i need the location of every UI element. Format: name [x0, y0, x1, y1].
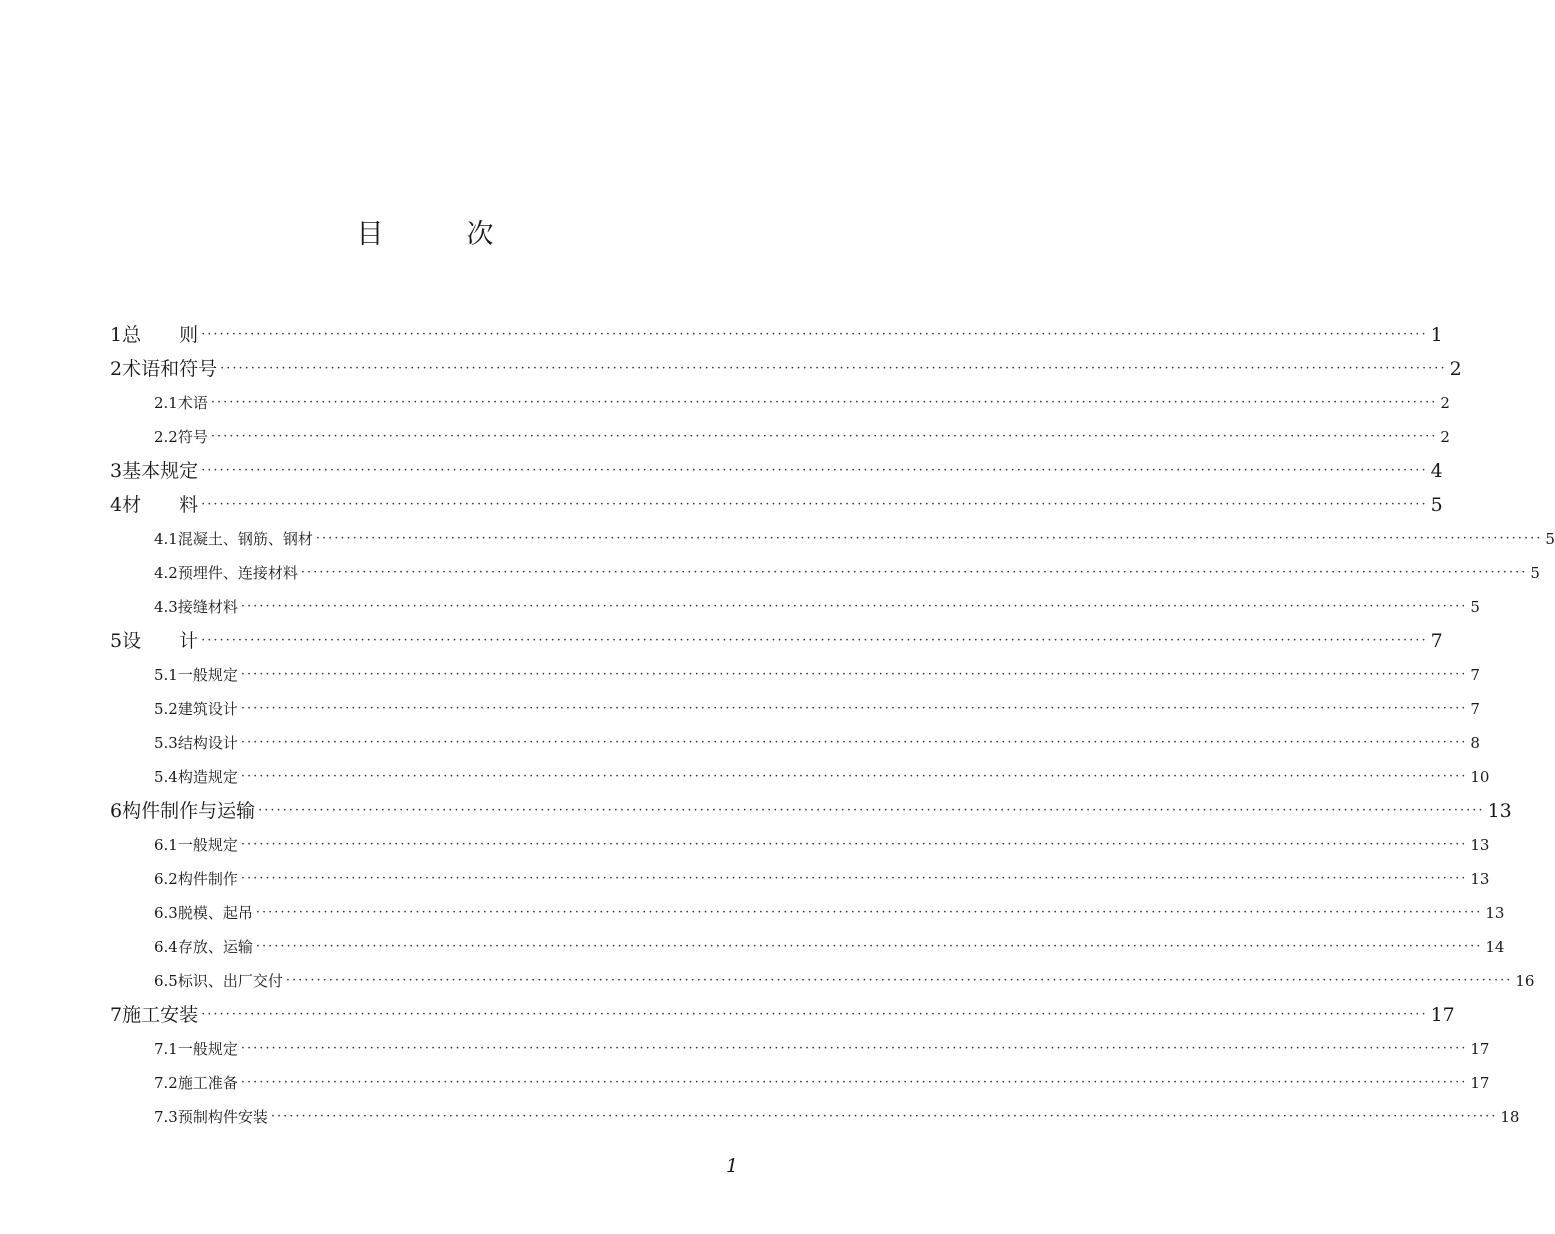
toc-entry[interactable] [110, 1100, 1520, 1134]
dot-leader: ········································································································································································································ [255, 939, 1483, 954]
toc-entry-page: 17 [1430, 1004, 1455, 1026]
dot-leader: ········································································································································································································ [210, 395, 1438, 410]
toc-entry-label: 脱模、起吊 [177, 904, 253, 922]
toc-entry-label: 混凝土、钢筋、钢材 [177, 530, 313, 548]
toc-entry-page: 5 [1545, 530, 1555, 548]
toc-entry-number: 4.3 [154, 598, 178, 616]
toc-entry-number: 6.4 [154, 938, 178, 956]
toc-entry-number: 6 [110, 800, 123, 822]
toc-entry[interactable] [110, 352, 1462, 386]
toc-entry-number: 4 [110, 494, 123, 516]
toc-entry-page: 7 [1430, 630, 1443, 652]
toc-entry-label: 构造规定 [177, 768, 238, 786]
dot-leader: ········································································································································································································ [240, 667, 1468, 682]
dot-leader: ········································································································································································································ [285, 973, 1513, 988]
table-of-contents [110, 318, 1555, 1134]
toc-entry-label: 设 计 [122, 630, 199, 652]
toc-entry[interactable] [110, 828, 1490, 862]
toc-entry-page: 17 [1470, 1040, 1490, 1058]
toc-entry-number: 4.2 [154, 564, 178, 582]
dot-leader: ········································································································································································································ [258, 803, 1485, 818]
toc-entry[interactable] [110, 1066, 1490, 1100]
toc-entry-page: 2 [1440, 428, 1450, 446]
toc-entry[interactable] [110, 896, 1505, 930]
toc-entry-label: 施工安装 [122, 1004, 199, 1026]
dot-leader: ········································································································································································································ [255, 905, 1483, 920]
dot-leader: ········································································································································································································ [220, 361, 1447, 376]
toc-entry-number: 2.2 [154, 428, 178, 446]
toc-entry-page: 2 [1440, 394, 1450, 412]
toc-entry-label: 一般规定 [177, 666, 238, 684]
toc-entry-page: 14 [1485, 938, 1505, 956]
dot-leader: ········································································································································································································ [240, 769, 1468, 784]
toc-entry-label: 基本规定 [122, 460, 199, 482]
toc-entry[interactable] [110, 624, 1443, 658]
toc-entry-page: 5 [1470, 598, 1480, 616]
toc-entry[interactable] [110, 590, 1480, 624]
toc-entry-page: 10 [1470, 768, 1490, 786]
toc-entry-number: 6.5 [154, 972, 178, 990]
toc-entry[interactable] [110, 692, 1480, 726]
toc-entry-label: 接缝材料 [177, 598, 238, 616]
toc-entry-label: 一般规定 [177, 836, 238, 854]
dot-leader: ········································································································································································································ [240, 1075, 1468, 1090]
toc-entry-number: 1 [110, 324, 123, 346]
toc-entry-page: 13 [1485, 904, 1505, 922]
dot-leader: ········································································································································································································ [201, 1007, 1428, 1022]
toc-entry-number: 7 [110, 1004, 123, 1026]
toc-entry-number: 5 [110, 630, 123, 652]
toc-entry-label: 构件制作与运输 [122, 800, 256, 822]
dot-leader: ········································································································································································································ [270, 1109, 1498, 1124]
dot-leader: ········································································································································································································ [240, 837, 1468, 852]
page-title: 目 次 [356, 219, 522, 250]
toc-entry-number: 6.2 [154, 870, 178, 888]
toc-entry[interactable] [110, 488, 1443, 522]
dot-leader: ········································································································································································································ [201, 633, 1428, 648]
toc-entry-label: 预埋件、连接材料 [177, 564, 298, 582]
dot-leader: ········································································································································································································ [240, 871, 1468, 886]
toc-entry[interactable] [110, 964, 1535, 998]
toc-entry-number: 6.1 [154, 836, 178, 854]
dot-leader: ········································································································································································································ [300, 565, 1528, 580]
toc-entry-label: 术语和符号 [122, 358, 218, 380]
dot-leader: ········································································································································································································ [210, 429, 1438, 444]
toc-entry-label: 结构设计 [177, 734, 238, 752]
toc-entry-label: 标识、出厂交付 [177, 972, 283, 990]
toc-entry[interactable] [110, 794, 1512, 828]
toc-entry-label: 存放、运输 [177, 938, 253, 956]
toc-entry-page: 18 [1500, 1108, 1520, 1126]
toc-entry-page: 5 [1530, 564, 1540, 582]
toc-entry-number: 4.1 [154, 530, 178, 548]
dot-leader: ········································································································································································································ [201, 497, 1428, 512]
toc-entry-label: 材 料 [122, 494, 199, 516]
toc-entry-number: 2.1 [154, 394, 178, 412]
dot-leader: ········································································································································································································ [240, 1041, 1468, 1056]
toc-entry[interactable] [110, 386, 1450, 420]
toc-entry-page: 1 [1430, 324, 1443, 346]
toc-entry[interactable] [110, 998, 1455, 1032]
toc-entry-page: 5 [1430, 494, 1443, 516]
toc-entry[interactable] [110, 420, 1450, 454]
toc-entry-number: 7.3 [154, 1108, 178, 1126]
toc-entry-page: 7 [1470, 700, 1480, 718]
toc-entry-page: 4 [1430, 460, 1443, 482]
toc-entry-number: 5.4 [154, 768, 178, 786]
toc-entry-number: 5.1 [154, 666, 178, 684]
toc-entry-label: 预制构件安装 [177, 1108, 268, 1126]
toc-entry[interactable] [110, 522, 1555, 556]
toc-entry-label: 总 则 [122, 324, 199, 346]
toc-entry-label: 术语 [177, 394, 208, 412]
toc-entry[interactable] [110, 930, 1505, 964]
dot-leader: ········································································································································································································ [201, 463, 1428, 478]
toc-entry-page: 8 [1470, 734, 1480, 752]
toc-entry-page: 13 [1487, 800, 1512, 822]
toc-entry-page: 16 [1515, 972, 1535, 990]
toc-entry-number: 7.2 [154, 1074, 178, 1092]
toc-entry-number: 5.2 [154, 700, 178, 718]
page-number: 1 [726, 1155, 739, 1177]
toc-entry[interactable] [110, 454, 1443, 488]
toc-entry[interactable] [110, 658, 1480, 692]
toc-entry[interactable] [110, 862, 1490, 896]
dot-leader: ········································································································································································································ [240, 701, 1468, 716]
toc-entry[interactable] [110, 556, 1540, 590]
dot-leader: ········································································································································································································ [240, 599, 1468, 614]
toc-entry-number: 5.3 [154, 734, 178, 752]
toc-entry-page: 13 [1470, 870, 1490, 888]
toc-entry-page: 2 [1449, 358, 1462, 380]
toc-entry-label: 一般规定 [177, 1040, 238, 1058]
toc-entry[interactable] [110, 318, 1443, 352]
toc-entry-label: 构件制作 [177, 870, 238, 888]
toc-entry-page: 7 [1470, 666, 1480, 684]
toc-entry-page: 17 [1470, 1074, 1490, 1092]
toc-entry-number: 2 [110, 358, 123, 380]
toc-entry-number: 3 [110, 460, 123, 482]
toc-entry-label: 施工准备 [177, 1074, 238, 1092]
toc-entry[interactable] [110, 726, 1480, 760]
toc-entry-label: 建筑设计 [177, 700, 238, 718]
dot-leader: ········································································································································································································ [201, 327, 1428, 342]
toc-entry-page: 13 [1470, 836, 1490, 854]
toc-entry[interactable] [110, 1032, 1490, 1066]
toc-entry-number: 6.3 [154, 904, 178, 922]
toc-entry-label: 符号 [177, 428, 208, 446]
dot-leader: ········································································································································································································ [315, 531, 1543, 546]
toc-entry-number: 7.1 [154, 1040, 178, 1058]
dot-leader: ········································································································································································································ [240, 735, 1468, 750]
toc-entry[interactable] [110, 760, 1490, 794]
